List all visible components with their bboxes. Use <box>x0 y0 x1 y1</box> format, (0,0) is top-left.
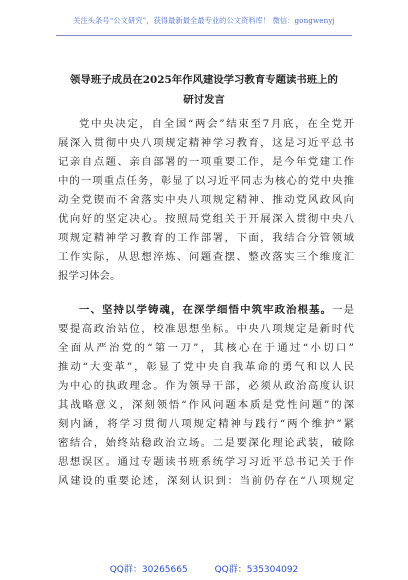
header-divider <box>56 35 352 36</box>
paragraph-line: 记亲自点题、亲自部署的一项重要工作，是今年党建工作 <box>58 156 354 168</box>
section-heading: 一、坚持以学铸魂，在深学细悟中筑牢政治根基。 <box>79 304 333 316</box>
paragraph-line: 党中央决定，自全国“两会”结束至7月底，在全党开 <box>79 118 354 130</box>
footer-qq-1: QQ群：30265665 <box>109 565 188 575</box>
section-heading-line <box>79 304 354 317</box>
paragraph-line: 为中心的执政理念。作为领导干部，必须从政治高度认识 <box>58 380 354 392</box>
paragraph-line: 其战略意义，深刻领悟“作风问题本质是党性问题”的深 <box>58 399 354 411</box>
header-note: 关注头条号“公文研究”，获得最新最全最专业的公文资料库！ 微信：gongwenyj <box>73 16 335 25</box>
paragraph-line: 项规定精神学习教育的工作部署，下面，我结合分管领域 <box>58 232 354 244</box>
paragraph-line: 报学习体会。 <box>58 270 121 282</box>
paragraph-line: 展深入贯彻中央八项规定精神学习教育，这是习近平总书 <box>58 137 354 149</box>
paragraph-line: 密结合，始终站稳政治立场。二是要深化理论武装，破除 <box>58 437 354 449</box>
paragraph-line: 优向好的坚定决心。按照局党组关于开展深入贯彻中央八 <box>58 213 354 225</box>
document-title-line-2: 研讨发言 <box>183 94 225 106</box>
paragraph-line: 推动“大变革”，彰显了党中央自我革命的勇气和以人民 <box>58 361 354 373</box>
document-title-line-1: 领导班子成员在2025年作风建设学习教育专题读书班上的 <box>70 74 338 86</box>
paragraph-line: 思想误区。通过专题读书班系统学习习近平总书记关于作 <box>58 456 354 468</box>
paragraph-line: 动全党锲而不舍落实中央八项规定精神、推动党风政风向 <box>58 194 354 206</box>
paragraph-line: 刻内涵，将学习贯彻八项规定精神与践行“两个维护”紧 <box>58 418 354 430</box>
footer-qq-groups <box>0 562 408 575</box>
paragraph-line: 要提高政治站位，校准思想坐标。中央八项规定是新时代 <box>58 323 354 335</box>
paragraph-line: 风建设的重要论述，深刻认识到：当前仍存在“八项规定 <box>58 475 354 487</box>
paragraph-line: 全面从严治党的“第一刀”，其核心在于通过“小切口” <box>58 342 354 354</box>
section-heading-tail: 一是 <box>332 304 355 316</box>
paragraph-line: 工作实际，从思想淬炼、问题查摆、整改落实三个维度汇 <box>58 251 354 263</box>
paragraph-line: 中的一项重点任务，彰显了以习近平同志为核心的党中央推 <box>58 175 354 187</box>
footer-qq-2: QQ群：535304092 <box>214 565 299 575</box>
